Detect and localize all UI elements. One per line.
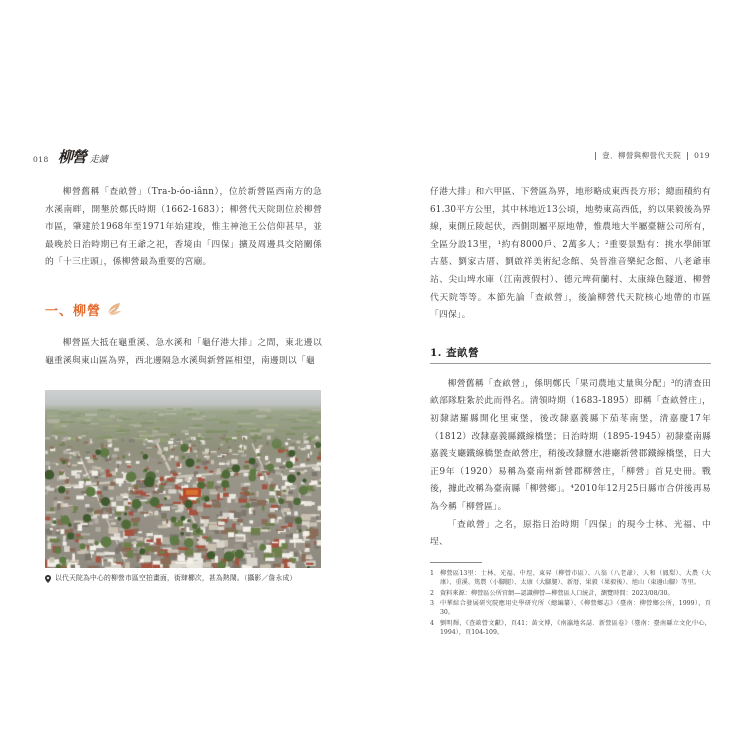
photo-caption-text: 以代天院為中心的柳營市區空拍畫面，街肆櫛次，甚為熱鬧。（攝影／詹永成） xyxy=(55,574,297,583)
right-page-number: 019 xyxy=(694,151,710,160)
subsection-heading: 1. 查畝營 xyxy=(430,345,711,364)
footnote-text: 劉明輝，《查畝營文獻》，頁41；黃文博，《南瀛地名誌．新營區卷》（臺南：臺南縣立文化中心，1994），頁104-109。 xyxy=(440,619,711,637)
section-heading xyxy=(45,300,322,319)
footnote xyxy=(430,619,711,638)
footnote-number: 2 xyxy=(430,589,434,597)
footnote-number: 1 xyxy=(430,569,434,577)
left-running-head xyxy=(33,146,108,167)
right-paragraph-2: 柳營舊稱「查畝營」，係明鄭氏「果司農地丈量與分配」³的清查田畝部隊駐紮於此而得名。清領時期（1683-1895）即稱「查畝營庄」，初隸諸羅縣開化里東堡，後改隸嘉義縣下茄苳南堡，清嘉慶17年（1812）改隸嘉義縣鐵線橋堡；日治時期（1895-1945）初隸臺南縣嘉義支廳鐵線橋堡查畝營庄，稍後改隸鹽水港廳新營郡鐵線橋堡，日大正9年（1920）易稱為臺南州新營郡柳營庄，「柳營」首見史冊。戰後，據此改稱為臺南縣「柳營鄉」。⁴2010年12月25日縣市合併後再易為今稱「柳營區」。 xyxy=(430,378,711,512)
left-paragraph-2: 柳營區大抵在龜重溪、急水溪和「龜仔港大排」之間，東北邊以龜重溪與東山區為界，西北邊隔急水溪與新營區相望，南邊則以「龜 xyxy=(45,337,322,366)
footnote xyxy=(430,569,711,588)
right-page-column xyxy=(430,184,711,639)
location-pin-icon xyxy=(45,575,51,583)
book-title-calligraphy: 柳營 xyxy=(57,148,86,166)
running-head-divider xyxy=(687,152,688,160)
footnote-number: 3 xyxy=(430,599,434,607)
photo-caption xyxy=(45,574,322,583)
aerial-town-photo xyxy=(45,390,321,568)
left-page-number: 018 xyxy=(33,155,49,164)
right-paragraph-1: 仔港大排」和六甲區、下營區為界，地形略成東西長方形；總面積約有61.30平方公里，其中林地近13公頃，地勢東高西低，約以果毅後為界線，東側丘陵起伏，西側則屬平原地帶，惟農地大半屬臺糖公司所有，全區分設13里，¹約有8000戶、2萬多人；²重要景點有：挑水學師軍古墓、劉家古厝、劉啟祥美術紀念館、吳晉淮音樂紀念館、八老爺車站、尖山埤水庫（江南渡假村）、德元埤荷蘭村、太康綠色隧道、柳營代天院等等。本節先論「查畝營」，後論柳營代天院核心地帶的市區「四保」。 xyxy=(430,187,711,321)
leaf-icon xyxy=(106,302,122,316)
footnote-text: 柳營區13里：士林、光福、中埕、東昇（柳營市區）、八翁（八老爺）、人和（鳳梨）、大農（大康）、重溪、篤農（小腳腿）、太康（大腳腿）、新厝、果毅（果毅後）、旭山（東邊山腳）等里。 xyxy=(440,569,711,587)
footnote xyxy=(430,589,711,598)
chapter-title: 壹．柳營與柳營代天院 xyxy=(602,151,682,160)
footnote-number: 4 xyxy=(430,619,434,627)
left-paragraph-1: 柳營舊稱「查畝營」（Tra-b-óo-iânn），位於新營區西南方的急水溪南畔，開墾於鄭氏時期（1662-1683）；柳營代天院則位於柳營市區，肇建於1968年至1971年始建竣，惟主神池王公信仰甚早，並最晚於日治時期已有王爺之祀，香境由「四保」擴及周邊具交陪關係的「十三庄頭」，係柳營最為重要的宮廟。 xyxy=(45,187,322,268)
footnotes xyxy=(430,569,711,638)
footnote-rule xyxy=(430,562,482,563)
book-subtitle: 走讀 xyxy=(89,155,108,165)
right-paragraph-3: 「查畝營」之名，原指日治時期「四保」的現今士林、光福、中埕、 xyxy=(430,519,711,548)
section-heading-text: 一、柳營 xyxy=(45,303,102,319)
running-head-divider xyxy=(595,152,596,160)
footnote-text: 中華綜合發展研究院應用史學研究所（總編纂），《柳營鄉志》（臺南：柳營鄉公所，1999），頁30。 xyxy=(440,599,711,617)
right-running-head xyxy=(595,150,710,161)
footnote-text: 資料來源：柳營區公所官網—認識柳營—柳營區人口統計，瀏覽時間：2023/08/30。 xyxy=(440,589,674,597)
footnote xyxy=(430,599,711,618)
left-page-column xyxy=(45,184,322,583)
